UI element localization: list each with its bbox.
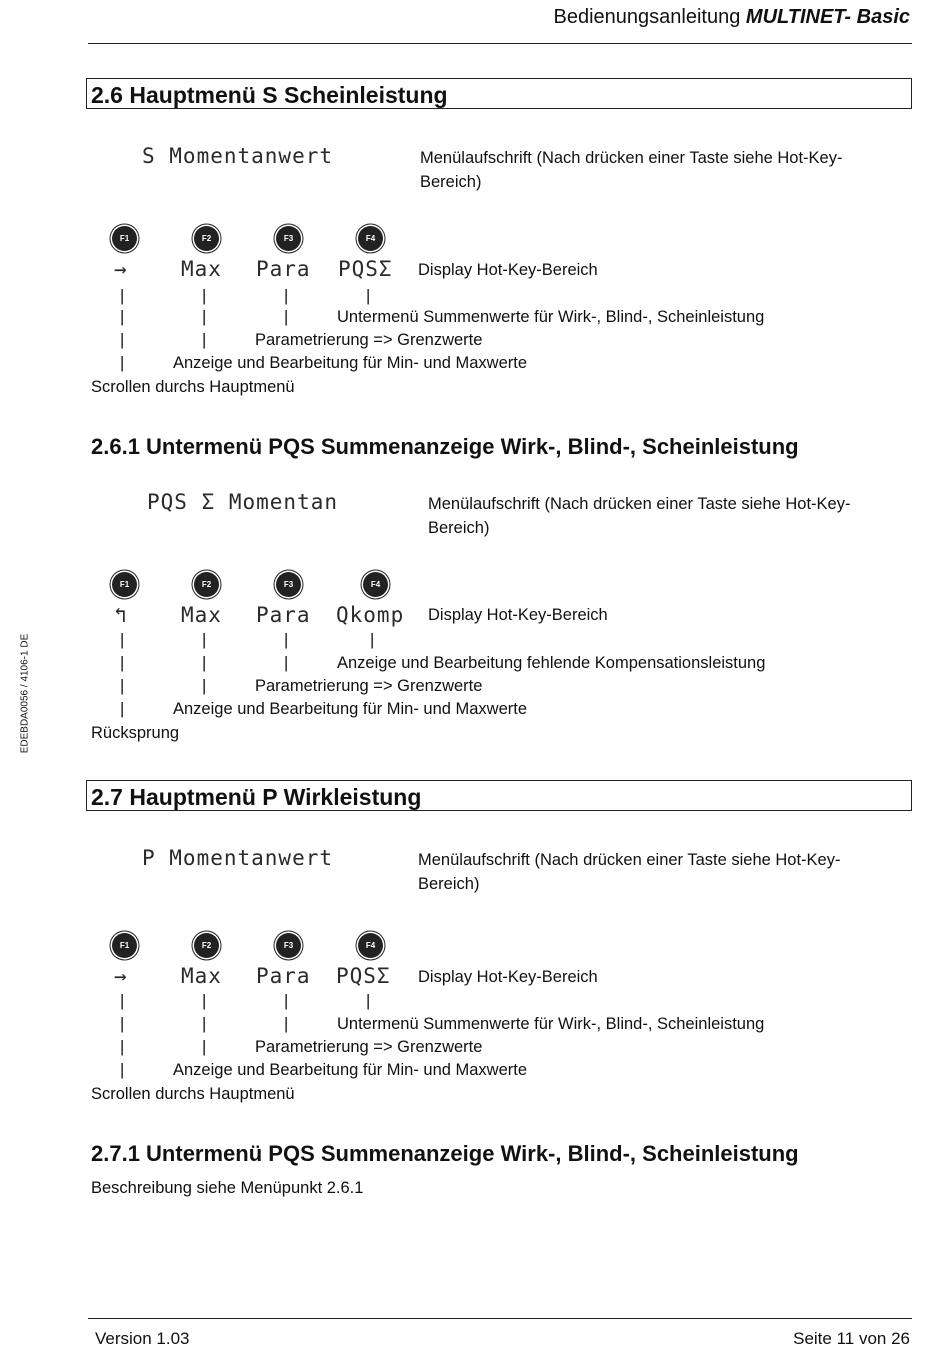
lcd-key-qkomp: Qkomp xyxy=(336,603,405,627)
f3-description: Parametrierung => Grenzwerte xyxy=(255,331,483,349)
pipe: | xyxy=(120,331,125,349)
pipe: | xyxy=(202,308,207,326)
lcd-menu-description: Menülaufschrift (Nach drücken einer Taste siehe Hot-Key- xyxy=(420,149,843,167)
f1-key-icon: F1 xyxy=(112,226,137,251)
pipe: | xyxy=(284,654,289,672)
lcd-key-return: ↰ xyxy=(114,603,128,627)
f2-description: Anzeige und Bearbeitung für Min- und Maxwerte xyxy=(173,700,528,718)
pipe: | xyxy=(202,1038,207,1056)
f2-key-icon: F2 xyxy=(194,572,219,597)
pipe: | xyxy=(120,1038,125,1056)
pipe: | xyxy=(120,700,125,718)
header-brand: MULTINET- Basic xyxy=(745,6,910,28)
section-heading-2-6 xyxy=(86,78,912,109)
pipe: | xyxy=(284,992,289,1010)
f4-description: Anzeige und Bearbeitung fehlende Kompensationsleistung xyxy=(337,654,766,672)
lcd-key-max: Max xyxy=(181,257,222,281)
lcd-key-para: Para xyxy=(256,603,311,627)
lcd-key-arrow: → xyxy=(114,964,128,988)
lcd-menu-description-cont: Bereich) xyxy=(418,875,480,893)
section-heading-2-7-1: 2.7.1 Untermenü PQS Summenanzeige Wirk-, Blind-, Scheinleistung xyxy=(91,1141,799,1166)
lcd-menu-title: S Momentanwert xyxy=(142,144,334,168)
f2-key-icon: F2 xyxy=(194,226,219,251)
f1-description: Scrollen durchs Hauptmenü xyxy=(91,1085,295,1103)
pipe: | xyxy=(202,654,207,672)
lcd-key-max: Max xyxy=(181,603,222,627)
f3-key-icon: F3 xyxy=(276,226,301,251)
section-heading-2-7 xyxy=(86,780,912,811)
section-body-text: Beschreibung siehe Menüpunkt 2.6.1 xyxy=(91,1179,364,1197)
pipe: | xyxy=(120,654,125,672)
pipe: | xyxy=(120,1015,125,1033)
f1-key-icon: F1 xyxy=(112,572,137,597)
lcd-key-arrow: → xyxy=(114,257,128,281)
f3-description: Parametrierung => Grenzwerte xyxy=(255,677,483,695)
section-title: 2.6 Hauptmenü S Scheinleistung xyxy=(91,82,448,108)
f4-key-icon: F4 xyxy=(358,226,383,251)
footer-version: Version 1.03 xyxy=(95,1329,190,1348)
section-heading-2-6-1: 2.6.1 Untermenü PQS Summenanzeige Wirk-, Blind-, Scheinleistung xyxy=(91,434,799,459)
header-title: Bedienungsanleitung xyxy=(553,6,741,28)
lcd-menu-title: PQS Σ Momentan xyxy=(147,490,339,514)
footer-rule xyxy=(88,1318,912,1319)
lcd-menu-description: Menülaufschrift (Nach drücken einer Taste siehe Hot-Key- xyxy=(418,851,841,869)
pipe: | xyxy=(120,1061,125,1079)
lcd-menu-description: Menülaufschrift (Nach drücken einer Taste siehe Hot-Key- xyxy=(428,495,851,513)
f4-description: Untermenü Summenwerte für Wirk-, Blind-, Scheinleistung xyxy=(337,308,765,326)
footer-page-number: Seite 11 von 26 xyxy=(793,1329,910,1348)
f4-description: Untermenü Summenwerte für Wirk-, Blind-, Scheinleistung xyxy=(337,1015,765,1033)
lcd-key-para: Para xyxy=(256,964,311,988)
pipe: | xyxy=(284,1015,289,1033)
f2-description: Anzeige und Bearbeitung für Min- und Maxwerte xyxy=(173,354,528,372)
lcd-key-max: Max xyxy=(181,964,222,988)
pipe: | xyxy=(120,287,125,305)
lcd-menu-description-cont: Bereich) xyxy=(420,173,482,191)
hotkey-label: Display Hot-Key-Bereich xyxy=(428,606,608,624)
pipe: | xyxy=(120,631,125,649)
f1-description: Rücksprung xyxy=(91,724,180,742)
section-title: 2.7 Hauptmenü P Wirkleistung xyxy=(91,784,422,810)
pipe: | xyxy=(202,1015,207,1033)
f4-key-icon: F4 xyxy=(358,933,383,958)
pipe: | xyxy=(202,631,207,649)
f3-key-icon: F3 xyxy=(276,572,301,597)
document-id-label: EDEBDA0056 / 4106-1 DE xyxy=(19,633,31,754)
pipe: | xyxy=(370,631,375,649)
pipe: | xyxy=(202,287,207,305)
lcd-key-pqs: PQSΣ xyxy=(338,257,393,281)
f3-description: Parametrierung => Grenzwerte xyxy=(255,1038,483,1056)
page-header xyxy=(554,6,910,29)
lcd-key-para: Para xyxy=(256,257,311,281)
f1-description: Scrollen durchs Hauptmenü xyxy=(91,378,295,396)
hotkey-label: Display Hot-Key-Bereich xyxy=(418,261,598,279)
pipe: | xyxy=(284,308,289,326)
lcd-key-pqs: PQSΣ xyxy=(336,964,391,988)
pipe: | xyxy=(366,992,371,1010)
pipe: | xyxy=(120,677,125,695)
f4-key-icon: F4 xyxy=(363,572,388,597)
pipe: | xyxy=(202,677,207,695)
pipe: | xyxy=(120,354,125,372)
pipe: | xyxy=(284,287,289,305)
lcd-menu-title: P Momentanwert xyxy=(142,846,334,870)
header-rule xyxy=(88,43,912,44)
pipe: | xyxy=(284,631,289,649)
pipe: | xyxy=(120,308,125,326)
lcd-menu-description-cont: Bereich) xyxy=(428,519,490,537)
pipe: | xyxy=(120,992,125,1010)
pipe: | xyxy=(202,992,207,1010)
f2-key-icon: F2 xyxy=(194,933,219,958)
pipe: | xyxy=(202,331,207,349)
pipe: | xyxy=(366,287,371,305)
hotkey-label: Display Hot-Key-Bereich xyxy=(418,968,598,986)
f3-key-icon: F3 xyxy=(276,933,301,958)
f2-description: Anzeige und Bearbeitung für Min- und Maxwerte xyxy=(173,1061,528,1079)
f1-key-icon: F1 xyxy=(112,933,137,958)
